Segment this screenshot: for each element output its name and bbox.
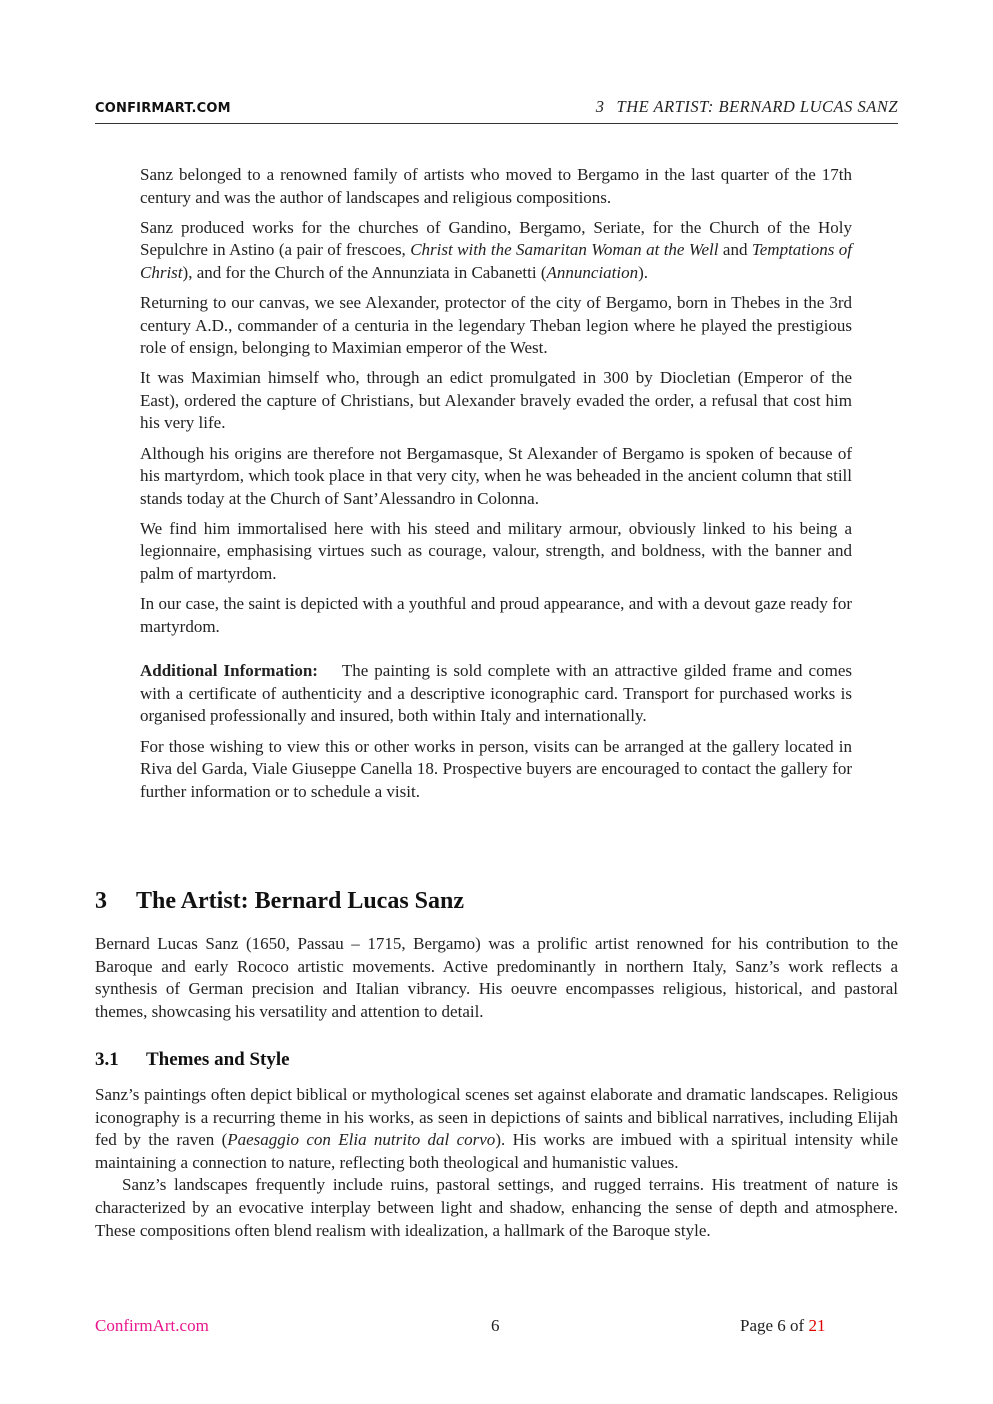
page-header bbox=[95, 97, 898, 124]
total-pages-link[interactable]: 21 bbox=[808, 1316, 826, 1335]
running-head-title: THE ARTIST: BERNARD LUCAS SANZ bbox=[616, 97, 898, 116]
footer-page-count: Page 6 of 21 bbox=[740, 1316, 826, 1335]
running-head bbox=[596, 97, 898, 117]
paragraph: Sanz belonged to a renowned family of artists who moved to Bergamo in the last quarter of the 17th century and was the author of landscapes and religious compositions. bbox=[140, 165, 852, 207]
paragraph: Although his origins are therefore not Bergamasque, St Alexander of Bergamo is spoken of because of his martyrdom, which took place in that very city, when he was beheaded in the ancient column that still stands today at the Church of Sant’Alessandro in Colonna. bbox=[140, 443, 852, 508]
paragraph: We find him immortalised here with his steed and military armour, obviously linked to his being a legionnaire, emphasising virtues such as courage, valour, strength, and boldness, with the banner and palm of martyrdom. bbox=[140, 518, 852, 583]
subsection-number: 3.1 bbox=[95, 1049, 119, 1070]
additional-info-paragraph: Additional Information: The painting is sold complete with an attractive gilded frame and comes with a certificate of authenticity and a descriptive iconographic card. Transport for purchased works is organised professionally and insured, both within Italy and internationally. bbox=[140, 661, 852, 726]
footer-page-number: 6 bbox=[491, 1316, 500, 1335]
section-intro bbox=[95, 933, 898, 1023]
subsection-heading bbox=[95, 1049, 290, 1071]
paragraph: For those wishing to view this or other works in person, visits can be arranged at the gallery located in Riva del Garda, Viale Giuseppe Canella 18. Prospective buyers are encouraged to contact the gallery for further information or to schedule a visit. bbox=[140, 736, 852, 801]
paragraph: Sanz produced works for the churches of Gandino, Bergamo, Seriate, for the Church of the Holy Sepulchre in Astino (a pair of frescoes, Christ with the Samaritan Woman at the Well and Temptations of Christ), and for the Church of the Annunziata in Cabanetti (Annunciation). bbox=[140, 217, 852, 282]
work-title: Christ with the Samaritan Woman at the Well bbox=[410, 240, 719, 260]
site-logo: CONFIRMART.COM bbox=[95, 101, 231, 116]
section-heading bbox=[95, 888, 464, 915]
running-head-number: 3 bbox=[595, 97, 605, 116]
subsection-body bbox=[95, 1084, 898, 1242]
paragraph: Sanz’s landscapes frequently include ruins, pastoral settings, and rugged terrains. His treatment of nature is characterized by an evocative interplay between light and shadow, enhancing the sense of depth and atmosphere. These compositions often blend realism with idealization, a hallmark of the Baroque style. bbox=[95, 1175, 898, 1240]
additional-info-label: Additional Information: bbox=[140, 661, 318, 681]
work-title: Paesaggio con Elia nutrito dal corvo bbox=[227, 1130, 496, 1150]
work-title: Temptations of Christ bbox=[140, 240, 852, 282]
footer-site-link[interactable]: ConfirmArt.com bbox=[95, 1316, 209, 1335]
section-title: The Artist: Bernard Lucas Sanz bbox=[136, 888, 465, 914]
subsection-title: Themes and Style bbox=[146, 1049, 290, 1070]
paragraph: Bernard Lucas Sanz (1650, Passau – 1715, Bergamo) was a prolific artist renowned for his contribution to the Baroque and early Rococo artistic movements. Active predominantly in northern Italy, Sanz’s work reflects a synthesis of German precision and Italian vibrancy. His oeuvre encompasses religious, historical, and pastoral themes, showcasing his versatility and attention to detail. bbox=[95, 934, 898, 1021]
work-title: Annunciation bbox=[546, 262, 639, 282]
paragraph: In our case, the saint is depicted with a youthful and proud appearance, and with a devout gaze ready for martyrdom. bbox=[140, 594, 852, 636]
paragraph: It was Maximian himself who, through an edict promulgated in 300 by Diocletian (Emperor of the East), ordered the capture of Christians, but Alexander bravely evaded the order, a refusal that cost him his very life. bbox=[140, 368, 852, 433]
paragraph: Sanz’s paintings often depict biblical or mythological scenes set against elaborate and dramatic landscapes. Religious iconography is a recurring theme in his works, as seen in depictions of saints and biblical narratives, including Elijah fed by the raven (Paesaggio con Elia nutrito dal corvo). His works are imbued with a spiritual intensity while maintaining a connection to nature, reflecting both theological and humanistic values. bbox=[95, 1085, 898, 1172]
quoted-description bbox=[140, 164, 852, 811]
paragraph: Returning to our canvas, we see Alexander, protector of the city of Bergamo, born in Thebes in the 3rd century A.D., commander of a centuria in the legendary Theban legion where he played the prestigious role of ensign, belonging to Maximian emperor of the West. bbox=[140, 292, 852, 358]
section-number: 3 bbox=[95, 888, 107, 914]
